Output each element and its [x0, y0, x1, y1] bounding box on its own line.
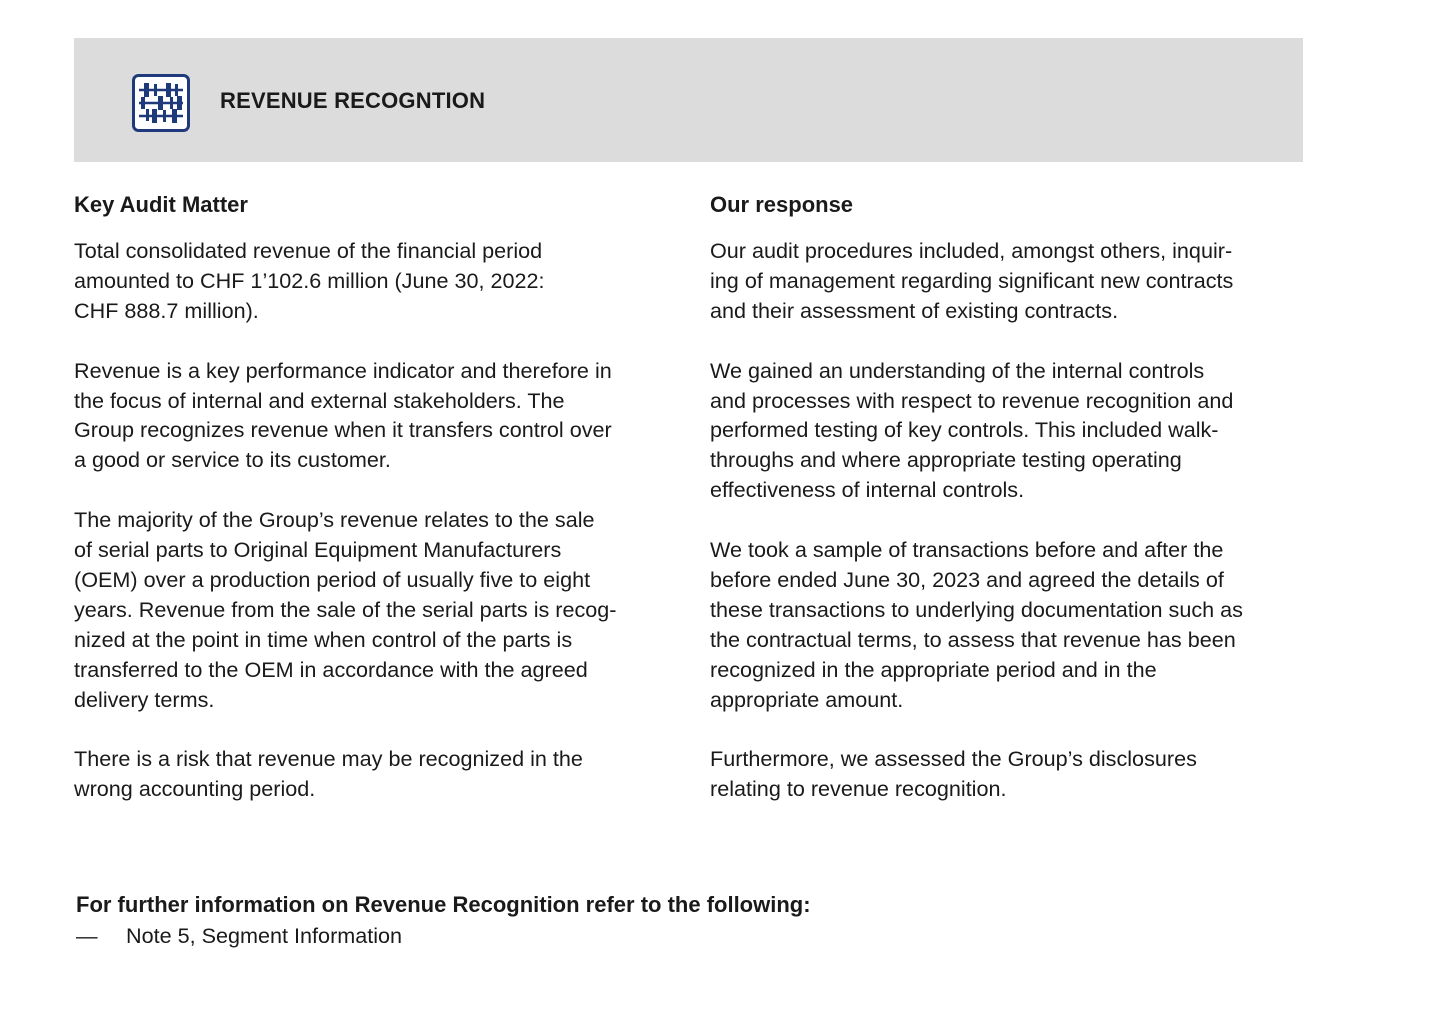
our-response-column — [710, 190, 1310, 834]
our-response-paragraph: Our audit procedures included, amongst others, inquir- ing of management regarding significant new contracts and their assessment of existing contracts. — [710, 238, 1234, 323]
key-audit-matter-paragraph: Total consolidated revenue of the financial period amounted to CHF 1’102.6 million (June 30, 2022: CHF 888.7 million). — [74, 238, 545, 323]
our-response-heading: Our response — [710, 192, 854, 217]
reference-text: Note 5, Segment Information — [126, 923, 403, 948]
key-audit-matter-paragraph: The majority of the Group’s revenue relates to the sale of serial parts to Original Equipment Manufacturers (OEM) over a production period of usually five to eight years. Revenue from the sale of the serial parts is recog- nized at the point in time when control of the parts is transferred to the OEM in accordance with the agreed delivery terms. — [74, 507, 617, 712]
key-audit-matter-heading: Key Audit Matter — [74, 192, 248, 217]
section-title: REVENUE RECOGNTION — [220, 88, 486, 113]
our-response-paragraph: We gained an understanding of the internal controls and processes with respect to revenue recognition and performed testing of key controls. This included walk- throughs and where appropriate testing operating effectiveness of internal controls. — [710, 357, 1234, 503]
section-banner — [74, 38, 1303, 162]
reference-item — [76, 920, 1276, 951]
control-panel-sliders-icon — [132, 74, 190, 132]
our-response-paragraph: We took a sample of transactions before and after the before ended June 30, 2023 and agreed the details of these transactions to underlying documentation such as the contractual terms, to assess that revenue has been recognized in the appropriate period and in the appropriate amount. — [710, 537, 1243, 712]
reference-dash: — — [76, 923, 98, 948]
further-information-heading: For further information on Revenue Recognition refer to the following: — [76, 892, 811, 917]
key-audit-matter-column — [74, 190, 674, 834]
key-audit-matter-paragraph: Revenue is a key performance indicator and therefore in the focus of internal and external stakeholders. The Group recognizes revenue when it transfers control over a good or service to its customer. — [74, 357, 612, 473]
our-response-paragraph: Furthermore, we assessed the Group’s disclosures relating to revenue recognition. — [710, 746, 1197, 802]
further-information — [76, 889, 1276, 951]
key-audit-matter-paragraph: There is a risk that revenue may be recognized in the wrong accounting period. — [74, 746, 583, 802]
